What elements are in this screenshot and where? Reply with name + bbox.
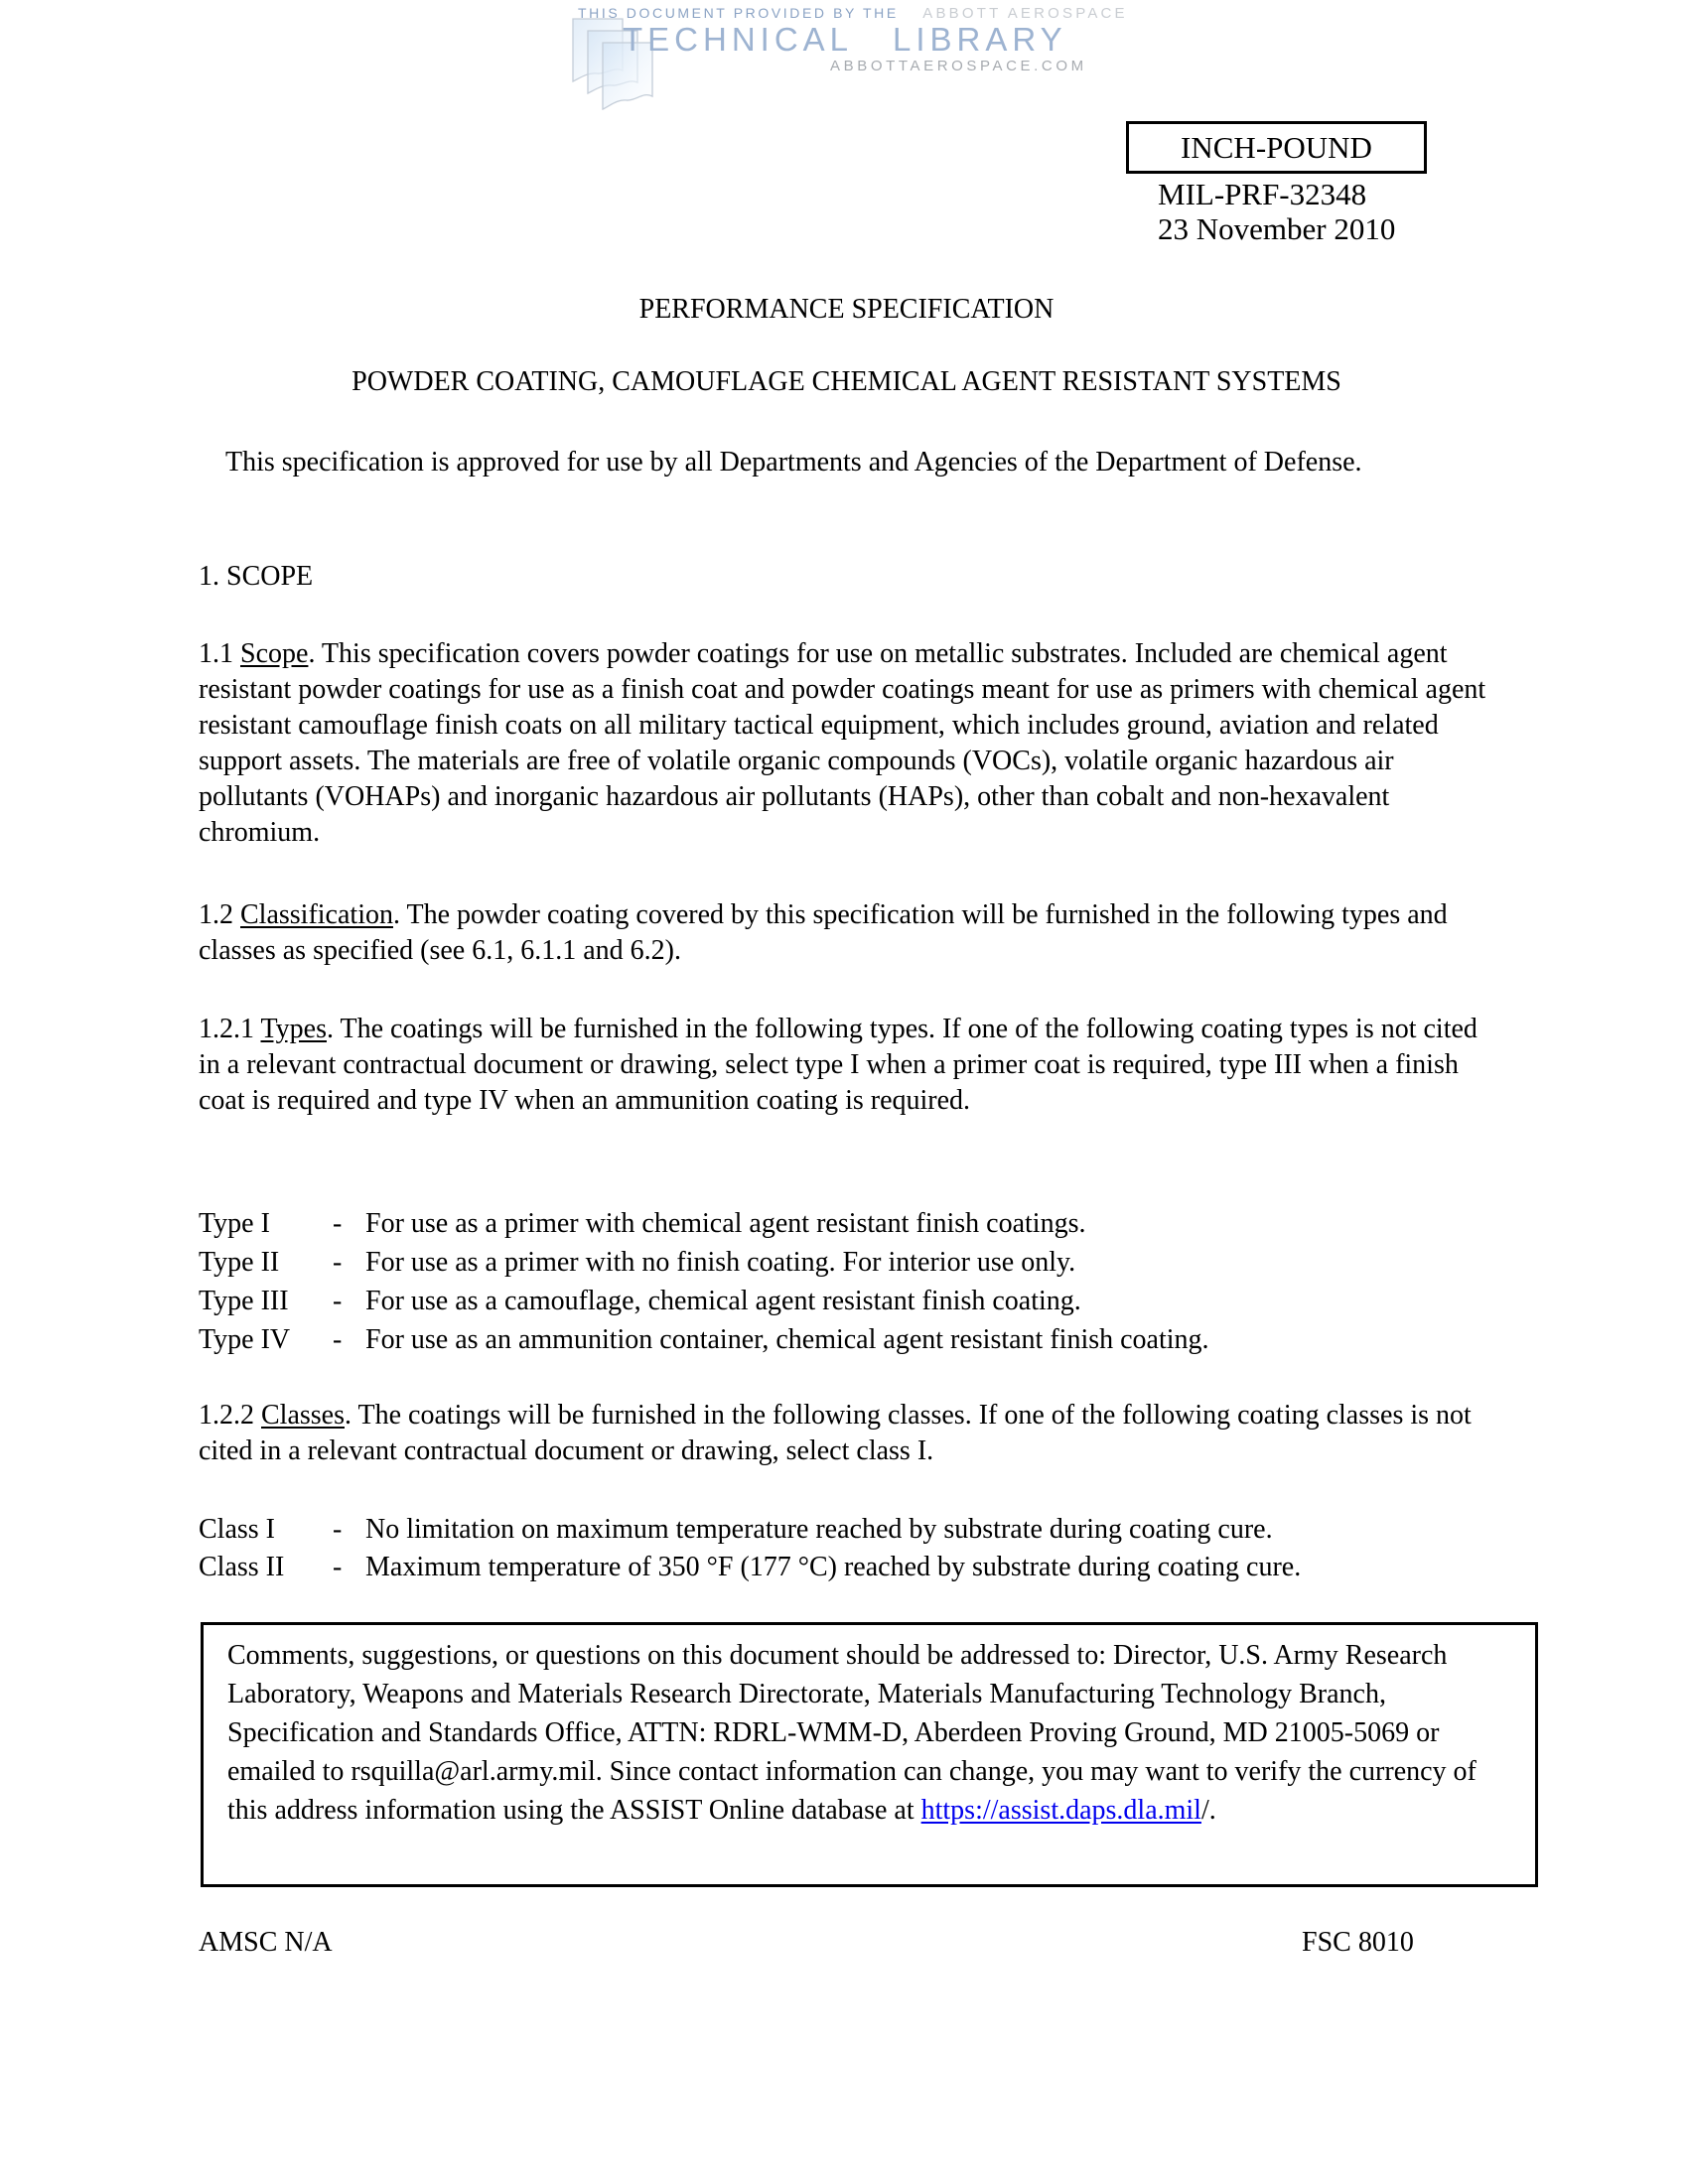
section-term: Scope [240,638,309,669]
header-library-title: TECHNICAL LIBRARY [623,21,1067,58]
dash-separator: - [333,1286,343,1316]
type-row [199,1243,1589,1282]
type-row [199,1204,1589,1243]
type-description: For use as an ammunition container, chemical agent resistant finish coating. [365,1324,1209,1355]
section-number: 1.2.1 [199,1014,254,1044]
section-term: Classes [261,1400,345,1431]
section-1-1-scope [199,636,1494,851]
type-row [199,1320,1589,1359]
dash-separator: - [333,1247,343,1278]
type-description: For use as a camouflage, chemical agent resistant finish coating. [365,1286,1081,1316]
header-provided-text: THIS DOCUMENT PROVIDED BY THE [578,5,899,21]
type-description: For use as a primer with chemical agent resistant finish coatings. [365,1208,1086,1239]
type-label: Type IV [199,1324,291,1355]
section-text: . The coatings will be furnished in the following classes. If one of the following coating classes is not cited in a relevant contractual document or drawing, select class I. [199,1400,1472,1466]
type-label: Type I [199,1208,270,1239]
section-number: 1.1 [199,638,233,669]
class-label: Class II [199,1552,285,1582]
dash-separator: - [333,1552,343,1582]
section-1-2-classification [199,897,1494,969]
section-text: . The powder coating covered by this specification will be furnished in the following types and classes as specified (see 6.1, 6.1.1 and 6.2). [199,899,1448,966]
inch-pound-box [1126,121,1427,174]
section-number: 1.2.2 [199,1400,254,1431]
class-description: Maximum temperature of 350 °F (177 °C) reached by substrate during coating cure. [365,1552,1302,1582]
type-row [199,1282,1589,1320]
assist-database-link[interactable]: https://assist.daps.dla.mil [920,1795,1201,1826]
class-row [199,1511,1589,1549]
scope-section-heading: 1. SCOPE [199,561,314,592]
section-1-2-1-types [199,1012,1494,1119]
dash-separator: - [333,1514,343,1545]
type-description: For use as a primer with no finish coating. For interior use only. [365,1247,1076,1278]
spec-type-title: PERFORMANCE SPECIFICATION [638,294,1055,325]
section-text: . This specification covers powder coatings for use on metallic substrates. Included are chemical agent resistant powder coatings for use as a finish coat and powder coatings meant for use as primers with chemical agent resistant camouflage finish coats on all military tactical equipment, which includes ground, aviation and related support assets. The materials are free of volatile organic compounds (VOCs), volatile organic hazardous air pollutants (VOHAPs) and inorganic hazardous air pollutants (HAPs), other than cobalt and non-hexavalent chromium. [199,638,1486,848]
class-row [199,1549,1589,1586]
type-label: Type II [199,1247,280,1278]
inch-pound-label: INCH-POUND [1181,129,1372,165]
section-1-2-2-classes [199,1398,1494,1469]
comments-box [201,1622,1538,1887]
document-number: MIL-PRF-32348 [1158,177,1367,211]
section-term: Classification [240,899,393,930]
class-label: Class I [199,1514,275,1545]
section-text: . The coatings will be furnished in the following types. If one of the following coating types is not cited in a relevant contractual document or drawing, select type I when a primer coat is required, type III when a finish coat is required and type IV when an ammunition coating is required. [199,1014,1477,1116]
dash-separator: - [333,1324,343,1355]
section-number: 1.2 [199,899,233,930]
header-site-url: ABBOTTAEROSPACE.COM [830,58,1087,74]
comments-text: Comments, suggestions, or questions on this document should be addressed to: Director, U.S. Army Research Laboratory, Weapons and Materials Research Directorate, Materials Manufacturing Technology Branch, Specification and Standards Office, ATTN: RDRL-WMM-D, Aberdeen Proving Ground, MD 21005-5069 or emailed to rsquilla@arl.army.mil. Since contact information can change, you may want to verify the currency of this address information using the ASSIST Online database at [227,1640,1477,1826]
document-date: 23 November 2010 [1158,211,1396,246]
class-description: No limitation on maximum temperature reached by substrate during coating cure. [365,1514,1273,1545]
header-brand-text: ABBOTT AEROSPACE [922,5,1128,22]
approval-paragraph: This specification is approved for use by all Departments and Agencies of the Department of Defense. [225,447,1362,478]
type-label: Type III [199,1286,289,1316]
section-term: Types [260,1014,327,1044]
fsc-code: FSC 8010 [1302,1927,1414,1958]
spec-subject-title: POWDER COATING, CAMOUFLAGE CHEMICAL AGENT RESISTANT SYSTEMS [352,366,1341,397]
amsc-code: AMSC N/A [199,1927,333,1958]
comments-text-after-link: /. [1200,1795,1216,1826]
dash-separator: - [333,1208,343,1239]
classes-list [199,1511,1589,1586]
types-list [199,1204,1589,1359]
